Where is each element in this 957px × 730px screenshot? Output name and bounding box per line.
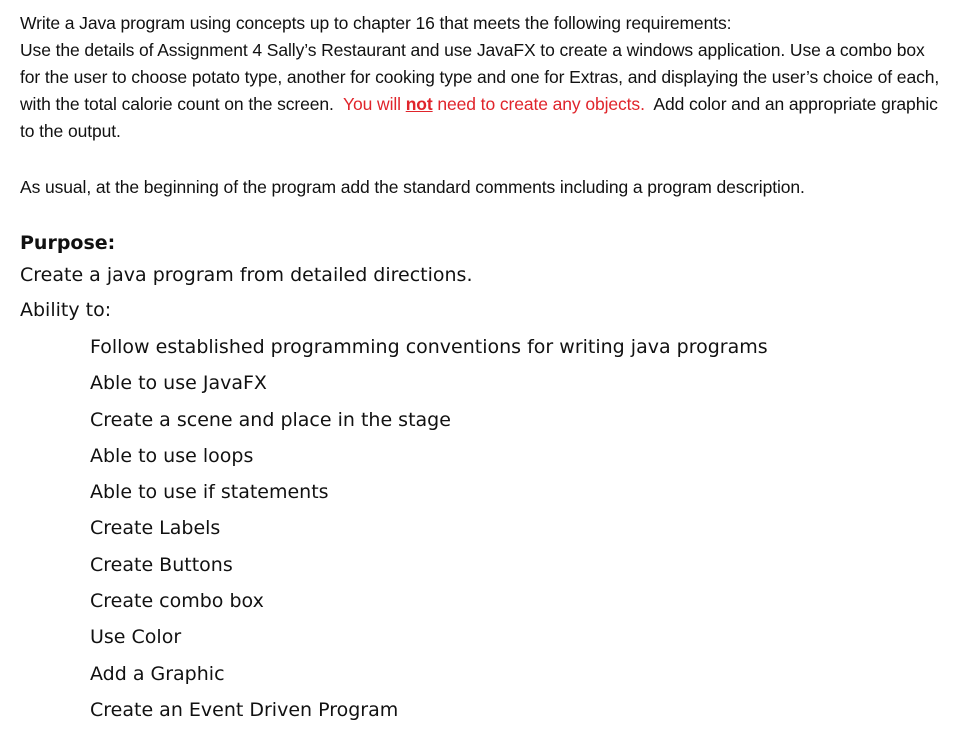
note-prefix: You will (343, 94, 401, 114)
ability-item: Able to use if statements (90, 481, 329, 504)
ability-item: Able to use JavaFX (90, 372, 267, 395)
requirements-paragraph (20, 37, 945, 145)
ability-heading: Ability to: (20, 299, 112, 321)
ability-item: Create combo box (90, 590, 264, 613)
ability-item: Follow established programming conventions for writing java programs (90, 336, 768, 358)
ability-list (90, 329, 768, 728)
ability-item: Add a Graphic (90, 662, 225, 685)
note-suffix: need to create any objects. (437, 94, 645, 114)
intro-line: Write a Java program using concepts up to chapter 16 that meets the following requirements: (20, 13, 732, 33)
purpose-description: Create a java program from detailed directions. (20, 264, 473, 286)
ability-item: Create a scene and place in the stage (90, 408, 451, 431)
assignment-instructions (20, 10, 945, 145)
standard-comments-line: As usual, at the beginning of the program add the standard comments including a program description. (20, 177, 805, 197)
purpose-section (20, 228, 473, 328)
ability-item: Create Buttons (90, 553, 233, 576)
ability-item: Create an Event Driven Program (90, 698, 399, 721)
ability-item: Use Color (90, 626, 182, 649)
ability-item: Create Labels (90, 517, 221, 540)
requirements-text: Use the details of Assignment 4 Sally’s Restaurant and use JavaFX to create a windows application. Use a combo box for the user to choose potato type, another for cooking type and one for Extras, and displaying the user’s choice of each, with the total calorie count on the screen. (20, 40, 940, 114)
ability-item: Able to use loops (90, 444, 254, 467)
note-emphasis: not (405, 94, 433, 114)
purpose-heading: Purpose: (20, 232, 116, 254)
graphic-instruction: Add color and an appropriate graphic to the output. (20, 94, 938, 141)
